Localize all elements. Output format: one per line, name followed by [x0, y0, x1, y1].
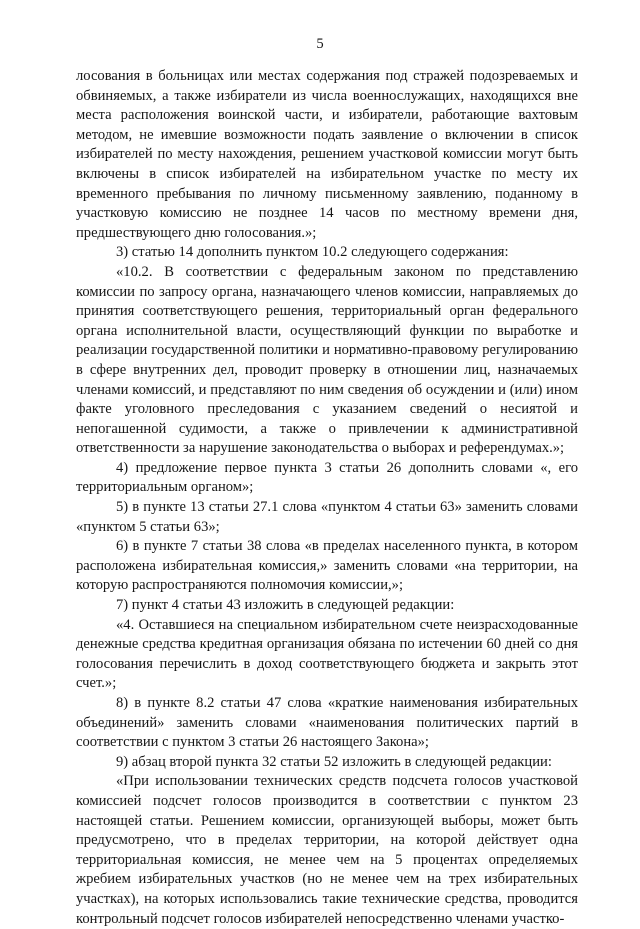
paragraph-item-6: 6) в пункте 7 статьи 38 слова «в пределах населенного пункта, в котором расположена избирательная комиссия,» заменить словами «на территории, на которую распространяются полномочия комиссии,»; [76, 538, 578, 594]
paragraph-item-7: 7) пункт 4 статьи 43 изложить в следующей редакции: [116, 597, 455, 614]
paragraph-item-4: 4) предложение первое пункта 3 статьи 26 дополнить словами «, его территориальным органом»; [76, 459, 578, 496]
document-body [76, 67, 578, 929]
paragraph-item-5: 5) в пункте 13 статьи 27.1 слова «пунктом 4 статьи 63» заменить словами «пунктом 5 статьи 63»; [76, 499, 578, 535]
paragraph-item-9: 9) абзац второй пункта 32 статьи 52 изложить в следующей редакции: [116, 753, 552, 770]
paragraph-quote-32: «При использовании технических средств подсчета голосов участковой комиссией подсчет голосов производится в соответствии с пунктом 23 настоящей статьи. Решением комиссии, организующей выборы, может быть предусмотрено, что в пределах территории, на которой действует одна территориальная комиссия, не менее чем на 5 процентах определяемых жребием избирательных участков (но не менее чем на трех избирательных участках), на которых использовались такие технические средства, проводится контрольный подсчет голосов избирателей непосредственно членами участко- [76, 773, 578, 927]
paragraph-quote-4: «4. Оставшиеся на специальном избирательном счете неизрасходованные денежные средства кредитная организация обязана по истечении 60 дней со дня голосования перечислить в доход соответствующего бюджета и закрыть этот счет.»; [76, 616, 578, 692]
paragraph-continuation: лосования в больницах или местах содержания под стражей подозреваемых и обвиняемых, а также избиратели из числа военнослужащих, находящихся вне места расположения воинской части, и избиратели, работающие вахтовым методом, не имевшие возможности подать заявление о включении в список избирателей по месту нахождения, решением участковой комиссии могут быть включены в список избирателей на избирательном участке по месту их временного пребывания по личному письменному заявлению, поданному в участковую комиссию не позднее 14 часов по местному времени дня, предшествующего дню голосования.»; [76, 68, 578, 241]
page-number: 5 [316, 36, 324, 52]
paragraph-item-3: 3) статью 14 дополнить пунктом 10.2 следующего содержания: [116, 244, 509, 261]
paragraph-quote-10-2: «10.2. В соответствии с федеральным законом по представлению комиссии по запросу органа, назначающего членов комиссии, направляемых до принятия соответствующего решения, территориальный орган федерального органа исполнительной власти, осуществляющий функции по выработке и реализации государственной политики и нормативно-правовому регулированию в сфере внутренних дел, проводит проверку в отношении лиц, назначаемых членами комиссий, и представляют по ним сведения об осуждении и (или) ином факте уголовного преследования с указанием сведений о несиятой и непогашенной судимости, а также о привлечении к административной ответственности за нарушение законодательства о выборах и референдумах.»; [76, 263, 578, 457]
paragraph-item-8: 8) в пункте 8.2 статьи 47 слова «краткие наименования избирательных объединений» заменить словами «наименования политических партий в соответствии с пунктом 3 статьи 26 настоящего Закона»; [76, 695, 578, 751]
